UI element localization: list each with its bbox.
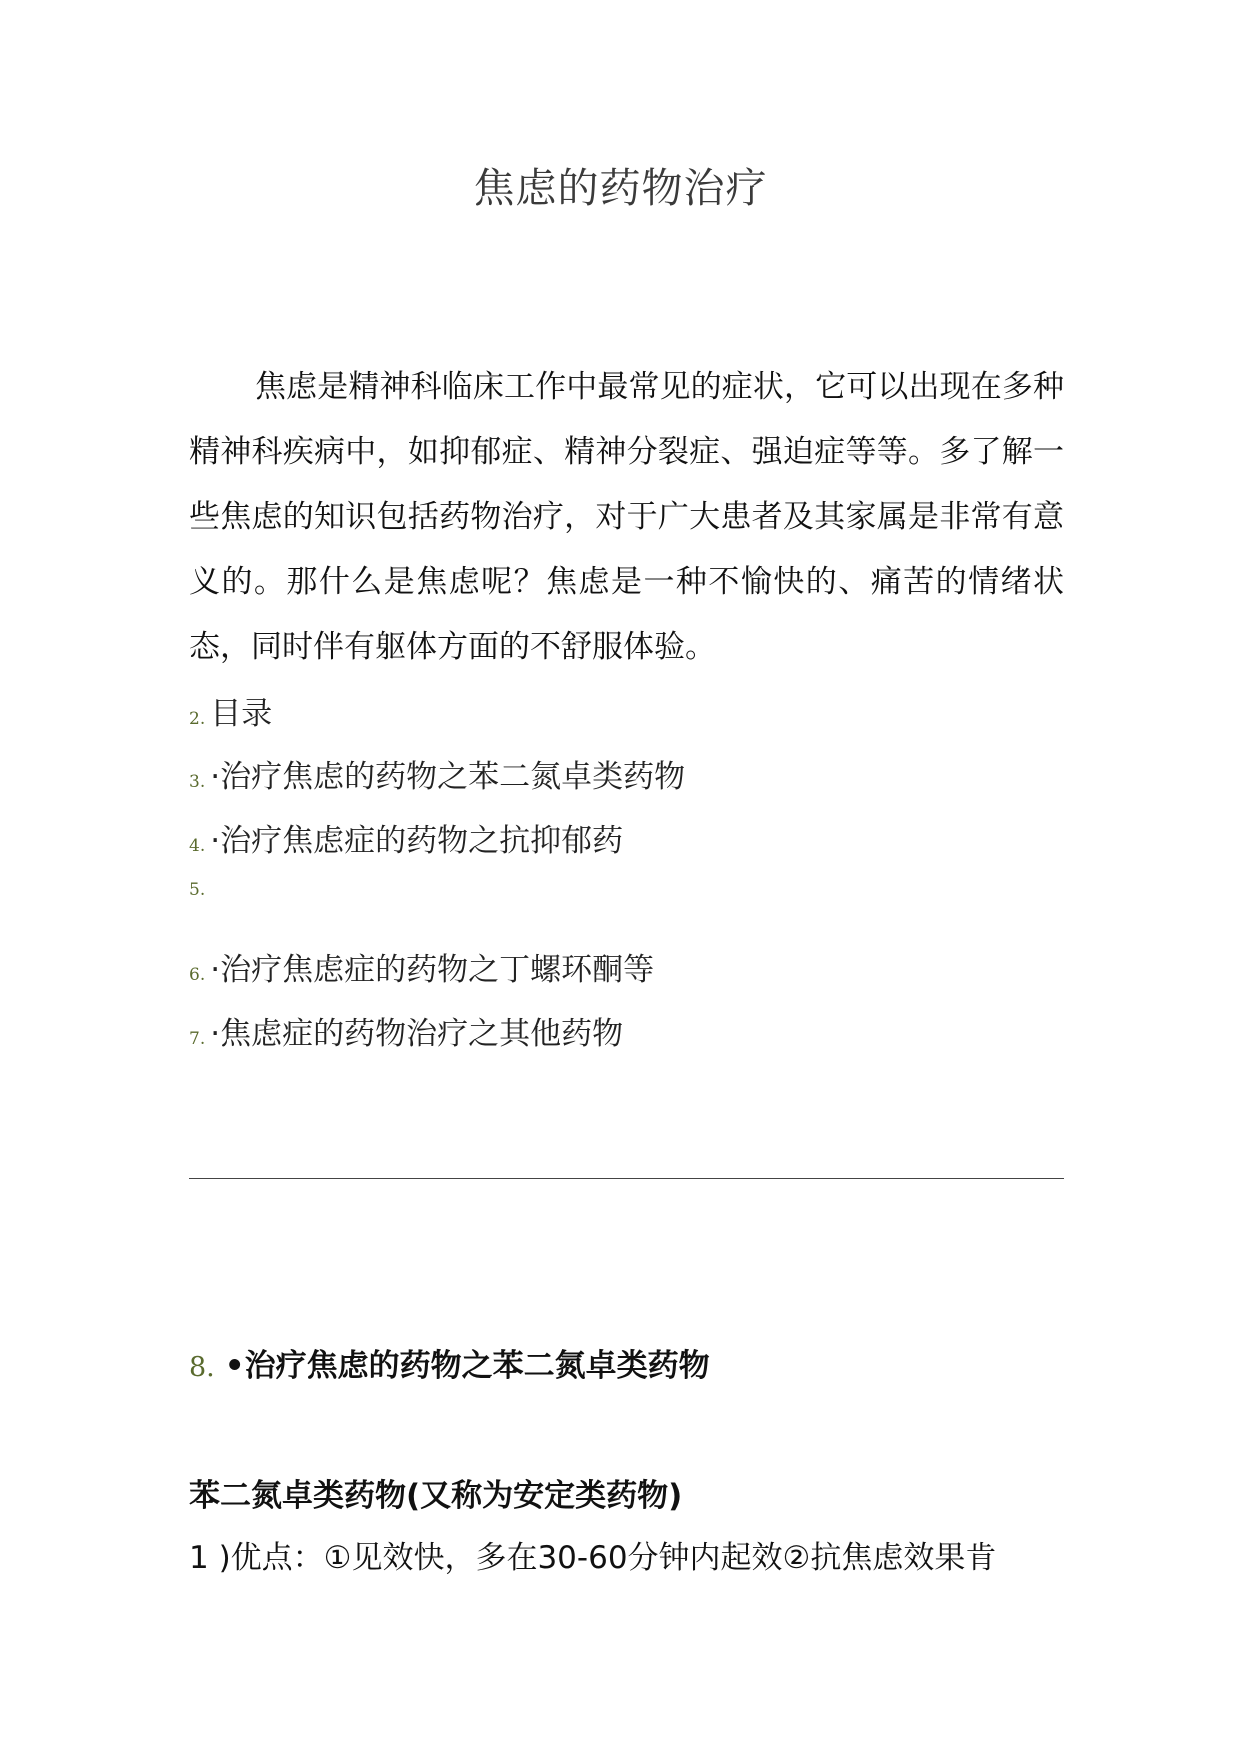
subheading: 苯二氮卓类药物(又称为安定类药物) [189,1478,683,1514]
toc-item [189,880,210,940]
toc-label: ·治疗焦虑症的药物之抗抑郁药 [210,823,624,859]
section-number: 8. [189,1352,215,1383]
toc-number: 3. [189,772,206,792]
toc-label: ·治疗焦虑的药物之苯二氮卓类药物 [210,759,686,795]
toc-label: ·焦虑症的药物治疗之其他药物 [210,1016,624,1052]
section-title: •治疗焦虑的药物之苯二氮卓类药物 [224,1348,710,1384]
horizontal-divider [189,1178,1064,1179]
body-paragraph: 1 )优点：①见效快，多在30-60分钟内起效②抗焦虑效果肯 [189,1540,997,1576]
intro-paragraph: 焦虑是精神科临床工作中最常见的症状，它可以出现在多种精神科疾病中，如抑郁症、精神分裂症、强迫症等等。多了解一些焦虑的知识包括药物治疗，对于广大患者及其家属是非常有意义的。那什么是焦虑呢？焦虑是一种不愉快的、痛苦的情绪状态，同时伴有躯体方面的不舒服体验。 [189,369,1064,665]
toc-number: 5. [189,880,206,900]
toc-item [189,1008,623,1068]
section-heading [189,1340,710,1385]
toc-item [189,688,272,748]
toc-number: 2. [189,709,206,729]
toc-number: 4. [189,836,206,856]
toc-label: 目录 [210,696,273,732]
toc-number: 6. [189,965,206,985]
document-title: 焦虑的药物治疗 [473,164,768,212]
toc-label: ·治疗焦虑症的药物之丁螺环酮等 [210,952,655,988]
toc-item [189,944,654,1004]
toc-item [189,815,623,875]
toc-item [189,751,685,811]
toc-number: 7. [189,1029,206,1049]
